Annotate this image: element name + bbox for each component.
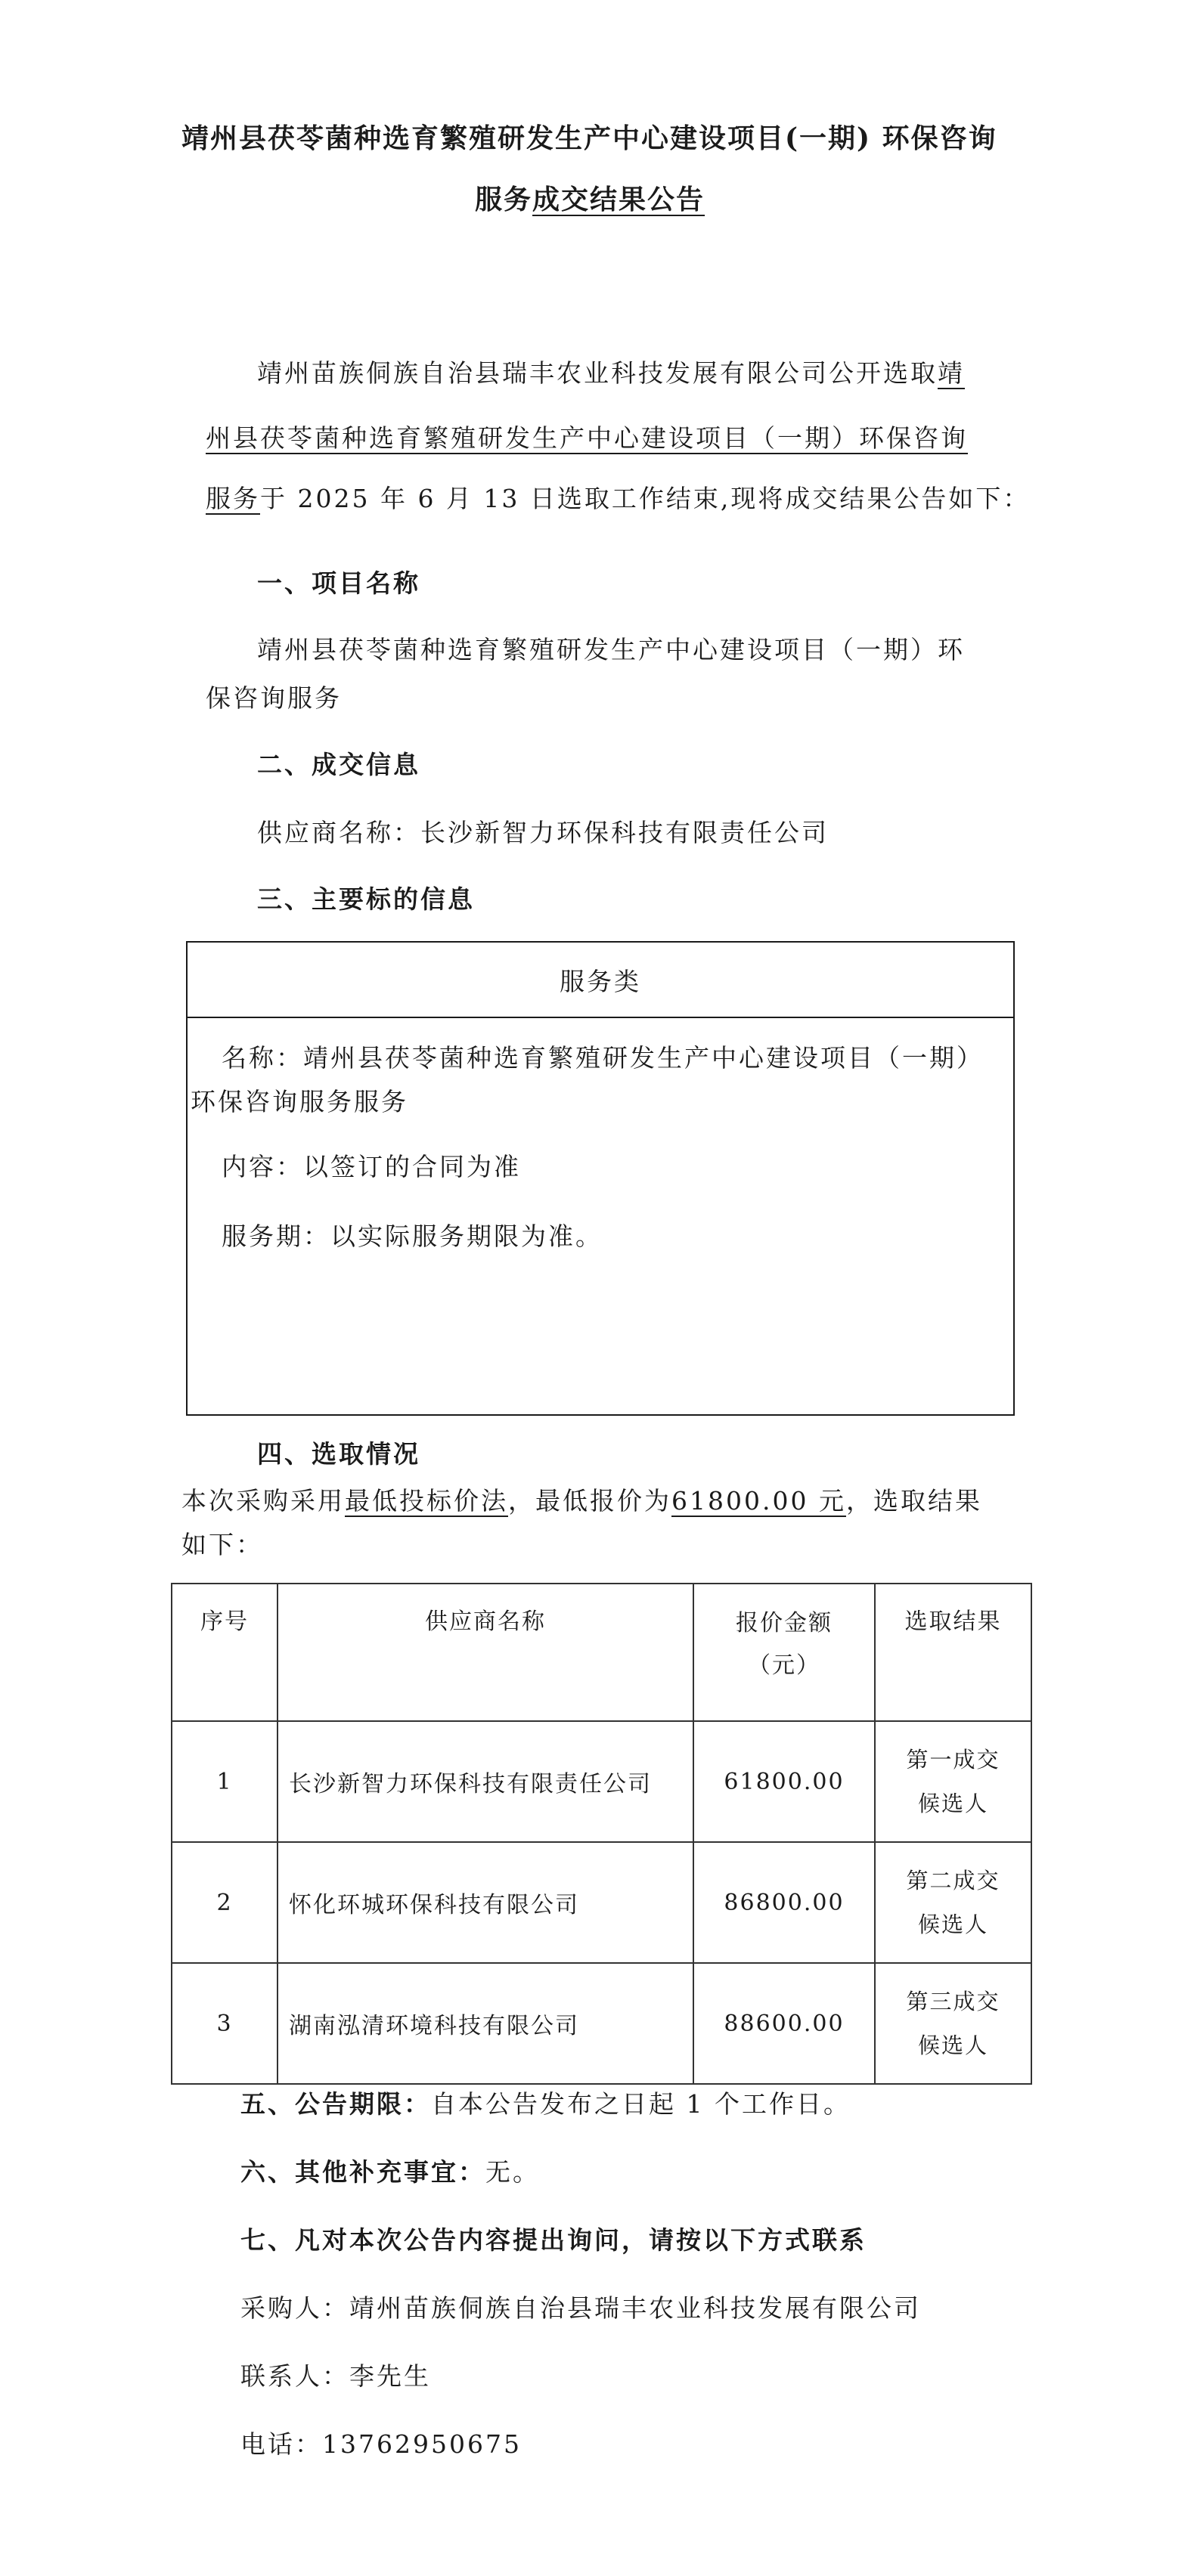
table-header-row (172, 1584, 1031, 1721)
row-supplier: 湖南泓清环境科技有限公司 (278, 1963, 693, 2084)
project-name-line1: 靖州县茯苓菌种选育繁殖研发生产中心建设项目（一期）环 (257, 635, 965, 664)
section5-heading: 五、公告期限： (240, 2089, 431, 2119)
row-result-line1: 第二成交 (906, 1868, 1000, 1893)
section3-heading: 三、主要标的信息 (257, 884, 475, 914)
intro-project-end: 服务 (206, 484, 260, 513)
intro-suffix: 于 2025 年 6 月 13 日选取工作结束,现将成交结果公告如下： (260, 484, 1031, 513)
section6 (240, 2153, 540, 2188)
contact-person: 联系人：李先生 (240, 2361, 431, 2391)
row-result (875, 1842, 1031, 1963)
header-amount-unit: （元） (748, 1652, 820, 1679)
selection-text-line2: 如下： (181, 1530, 263, 1559)
service-box-title: 服务类 (188, 943, 1013, 1018)
purchaser: 采购人：靖州苗族侗族自治县瑞丰农业科技发展有限公司 (240, 2293, 921, 2323)
announcement-period: 自本公告发布之日起 1 个工作日。 (431, 2089, 851, 2119)
intro-line3 (206, 479, 1030, 515)
table-row (172, 1963, 1031, 2084)
header-result: 选取结果 (875, 1584, 1031, 1721)
supplier-name: 供应商名称：长沙新智力环保科技有限责任公司 (257, 818, 829, 847)
row-result (875, 1721, 1031, 1842)
page-title-service: 服务 (475, 184, 533, 215)
selection-text-c: ，选取结果 (845, 1486, 982, 1516)
intro-project-start: 靖 (938, 358, 965, 388)
selection-method: 最低投标价法 (345, 1486, 508, 1516)
row-amount: 61800.00 (693, 1721, 875, 1842)
intro-prefix: 靖州苗族侗族自治县瑞丰农业科技发展有限公司公开选取 (257, 358, 938, 388)
table-row (172, 1721, 1031, 1842)
row-amount: 86800.00 (693, 1842, 875, 1963)
page-title-result: 成交结果公告 (532, 184, 705, 215)
section7-heading: 七、凡对本次公告内容提出询问，请按以下方式联系 (240, 2225, 867, 2255)
intro-line2: 州县茯苓菌种选育繁殖研发生产中心建设项目（一期）环保咨询 (206, 423, 968, 453)
row-no: 2 (172, 1842, 278, 1963)
lowest-price: 61800.00 元 (671, 1486, 846, 1516)
service-name-line1: 名称：靖州县茯苓菌种选育繁殖研发生产中心建设项目（一期） (222, 1043, 984, 1073)
row-result-line2: 候选人 (917, 1791, 988, 1816)
intro-line1 (257, 354, 965, 389)
section4-heading: 四、选取情况 (257, 1439, 420, 1469)
service-content: 内容：以签订的合同为准 (222, 1152, 521, 1181)
row-no: 3 (172, 1963, 278, 2084)
row-result (875, 1963, 1031, 2084)
header-amount (693, 1584, 875, 1721)
service-period: 服务期：以实际服务期限为准。 (222, 1221, 603, 1251)
row-result-line2: 候选人 (917, 2033, 988, 2058)
row-amount: 88600.00 (693, 1963, 875, 2084)
selection-text-a: 本次采购采用 (181, 1486, 345, 1516)
row-supplier: 长沙新智力环保科技有限责任公司 (278, 1721, 693, 1842)
row-result-line1: 第三成交 (906, 1989, 1000, 2014)
selection-text-line1 (181, 1482, 982, 1517)
table-row (172, 1842, 1031, 1963)
other-matters: 无。 (485, 2157, 540, 2187)
section5 (240, 2085, 851, 2120)
header-supplier: 供应商名称 (278, 1584, 693, 1721)
section6-heading: 六、其他补充事宜： (240, 2157, 485, 2187)
section2-heading: 二、成交信息 (257, 750, 420, 779)
header-no: 序号 (172, 1584, 278, 1721)
result-table (171, 1583, 1032, 2085)
page-title-line2 (475, 178, 705, 217)
row-result-line1: 第一成交 (906, 1747, 1000, 1773)
row-result-line2: 候选人 (917, 1912, 988, 1937)
header-amount-label: 报价金额 (736, 1610, 833, 1636)
section1-heading: 一、项目名称 (257, 568, 420, 598)
contact-phone: 电话：13762950675 (240, 2429, 522, 2459)
page-title-line1: 靖州县茯苓菌种选育繁殖研发生产中心建设项目(一期) 环保咨询 (181, 122, 997, 154)
selection-text-b: ，最低报价为 (508, 1486, 671, 1516)
row-supplier: 怀化环城环保科技有限公司 (278, 1842, 693, 1963)
project-name-line2: 保咨询服务 (206, 683, 342, 713)
service-name-line2: 环保咨询服务服务 (191, 1087, 408, 1116)
row-no: 1 (172, 1721, 278, 1842)
